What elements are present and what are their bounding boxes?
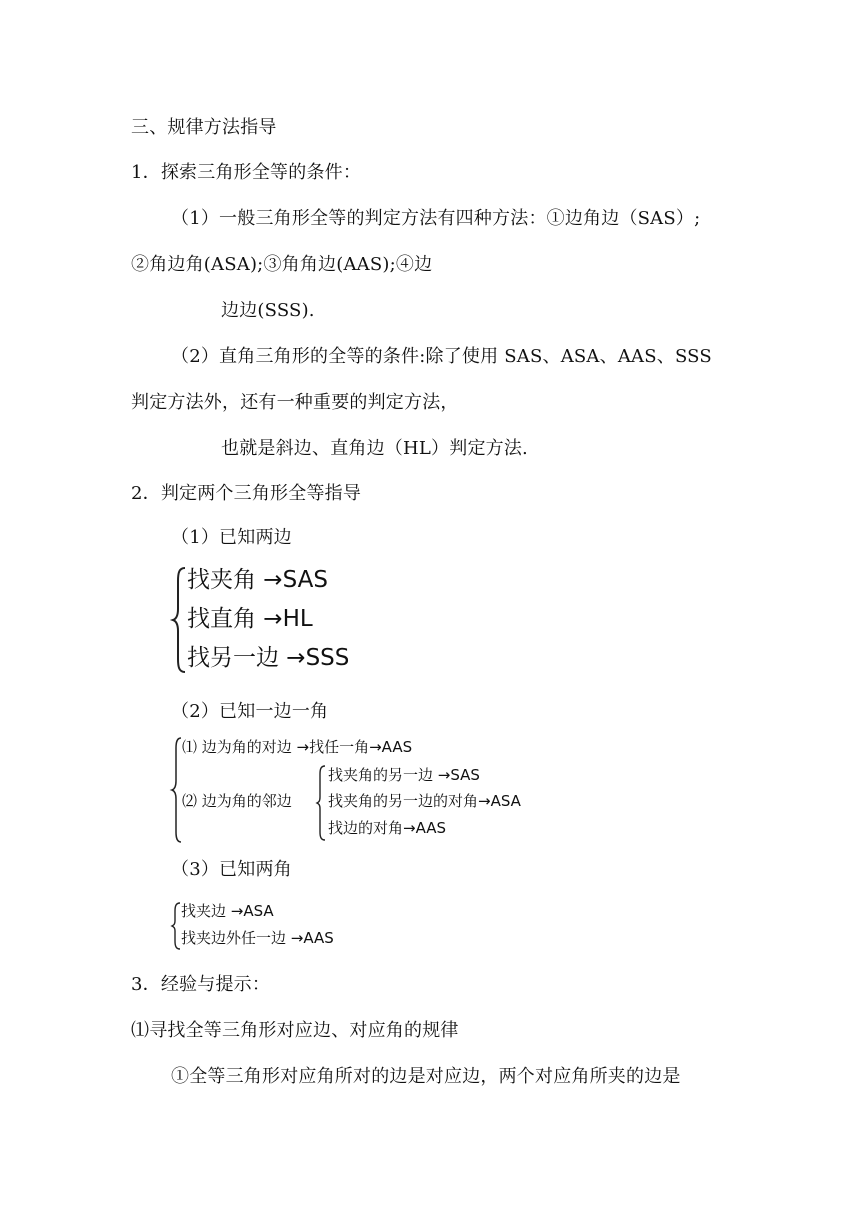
item1-paragraph1-line1: （1）一般三角形全等的判定方法有四种方法：①边角边（SAS）; (171, 208, 701, 229)
item1-paragraph1-line3: 边边(SSS). (221, 300, 315, 321)
item2-title: 2．判定两个三角形全等指导 (131, 483, 362, 504)
item1-paragraph2-line2: 判定方法外，还有一种重要的判定方法， (131, 392, 459, 413)
case2-nested-brace (316, 764, 328, 842)
case1-item-2: 找直角 →HL (187, 606, 313, 632)
item1-paragraph2-line1: （2）直角三角形的全等的条件:除了使用 SAS、ASA、AAS、SSS (171, 346, 712, 367)
case2-nested-2: 找夹角的另一边的对角→ASA (328, 792, 521, 810)
case3-item-2: 找夹边外任一边 →AAS (181, 929, 334, 947)
case2-line-1: ⑴ 边为角的对边 →找任一角→AAS (182, 738, 413, 756)
item1-paragraph1-line2: ②角边角(ASA);③角角边(AAS);④边 (131, 254, 433, 275)
item3-paragraph-1: ①全等三角形对应角所对的边是对应边，两个对应角所夹的边是 (171, 1066, 681, 1087)
item1-title: 1．探索三角形全等的条件： (131, 162, 362, 183)
case2-line-2: ⑵ 边为角的邻边 (182, 792, 292, 810)
item1-paragraph2-line3: 也就是斜边、直角边（HL）判定方法. (221, 438, 528, 459)
item3-title: 3．经验与提示： (131, 974, 271, 995)
section-title: 三、规律方法指导 (131, 117, 277, 138)
item2-subheading-3: （3）已知两角 (171, 859, 292, 880)
case1-item-3: 找另一边 →SSS (187, 645, 350, 671)
item2-subheading-2: （2）已知一边一角 (171, 701, 329, 722)
case2-nested-1: 找夹角的另一边 →SAS (328, 766, 480, 784)
case3-item-1: 找夹边 →ASA (181, 902, 274, 920)
item3-subheading-1: ⑴寻找全等三角形对应边、对应角的规律 (131, 1020, 459, 1041)
case1-item-1: 找夹角 →SAS (187, 567, 328, 593)
case2-nested-3: 找边的对角→AAS (328, 819, 447, 837)
item2-subheading-1: （1）已知两边 (171, 527, 292, 548)
